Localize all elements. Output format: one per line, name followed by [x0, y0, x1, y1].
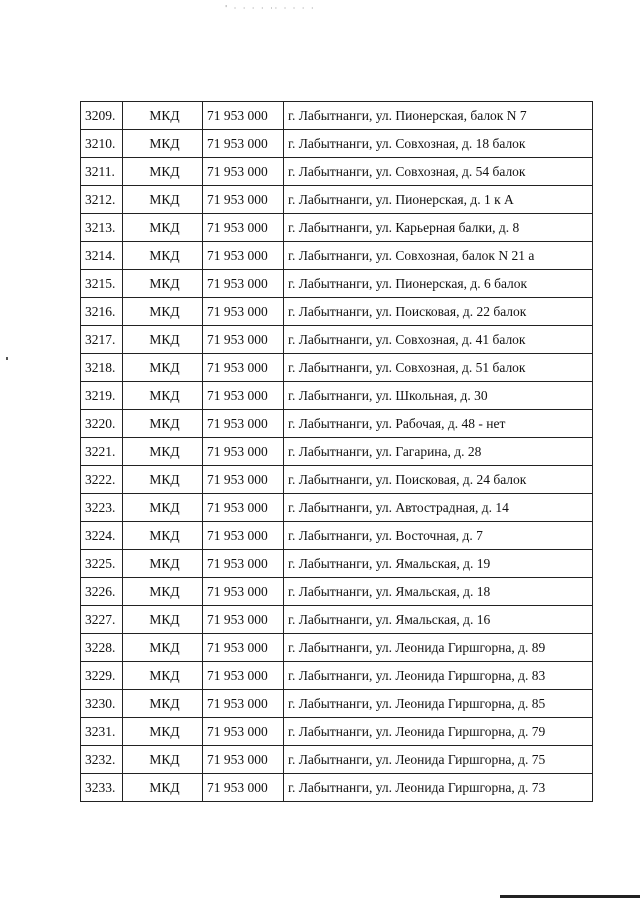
table-row [81, 522, 593, 550]
oktmo-code-cell: 71 953 000 [203, 438, 284, 466]
row-number-cell: 3215. [81, 270, 123, 298]
row-number-cell: 3217. [81, 326, 123, 354]
oktmo-code-cell: 71 953 000 [203, 494, 284, 522]
address-cell: г. Лабытнанги, ул. Ямальская, д. 16 [284, 606, 593, 634]
row-number-cell: 3224. [81, 522, 123, 550]
table-row [81, 242, 593, 270]
address-cell: г. Лабытнанги, ул. Леонида Гиршгорна, д. 89 [284, 634, 593, 662]
table-row [81, 718, 593, 746]
address-cell: г. Лабытнанги, ул. Школьная, д. 30 [284, 382, 593, 410]
object-type-cell: МКД [123, 494, 203, 522]
object-type-cell: МКД [123, 438, 203, 466]
row-number-cell: 3228. [81, 634, 123, 662]
address-cell: г. Лабытнанги, ул. Совхозная, балок N 21 а [284, 242, 593, 270]
object-type-cell: МКД [123, 690, 203, 718]
oktmo-code-cell: 71 953 000 [203, 326, 284, 354]
table-row [81, 326, 593, 354]
table-row [81, 354, 593, 382]
oktmo-code-cell: 71 953 000 [203, 662, 284, 690]
table-row [81, 634, 593, 662]
table-row [81, 130, 593, 158]
object-type-cell: МКД [123, 466, 203, 494]
row-number-cell: 3213. [81, 214, 123, 242]
table-row [81, 606, 593, 634]
address-cell: г. Лабытнанги, ул. Пионерская, балок N 7 [284, 102, 593, 130]
oktmo-code-cell: 71 953 000 [203, 634, 284, 662]
oktmo-code-cell: 71 953 000 [203, 466, 284, 494]
object-type-cell: МКД [123, 718, 203, 746]
registry-table-body [81, 102, 593, 802]
oktmo-code-cell: 71 953 000 [203, 270, 284, 298]
address-cell: г. Лабытнанги, ул. Автострадная, д. 14 [284, 494, 593, 522]
row-number-cell: 3223. [81, 494, 123, 522]
oktmo-code-cell: 71 953 000 [203, 354, 284, 382]
object-type-cell: МКД [123, 326, 203, 354]
oktmo-code-cell: 71 953 000 [203, 606, 284, 634]
table-row [81, 298, 593, 326]
oktmo-code-cell: 71 953 000 [203, 550, 284, 578]
object-type-cell: МКД [123, 606, 203, 634]
row-number-cell: 3225. [81, 550, 123, 578]
address-cell: г. Лабытнанги, ул. Поисковая, д. 22 балок [284, 298, 593, 326]
scan-footer-line [500, 895, 640, 898]
row-number-cell: 3209. [81, 102, 123, 130]
object-type-cell: МКД [123, 774, 203, 802]
object-type-cell: МКД [123, 522, 203, 550]
address-cell: г. Лабытнанги, ул. Совхозная, д. 18 балок [284, 130, 593, 158]
object-type-cell: МКД [123, 158, 203, 186]
oktmo-code-cell: 71 953 000 [203, 774, 284, 802]
address-cell: г. Лабытнанги, ул. Леонида Гиршгорна, д. 73 [284, 774, 593, 802]
object-type-cell: МКД [123, 382, 203, 410]
address-cell: г. Лабытнанги, ул. Восточная, д. 7 [284, 522, 593, 550]
address-cell: г. Лабытнанги, ул. Поисковая, д. 24 балок [284, 466, 593, 494]
object-type-cell: МКД [123, 298, 203, 326]
oktmo-code-cell: 71 953 000 [203, 214, 284, 242]
oktmo-code-cell: 71 953 000 [203, 410, 284, 438]
row-number-cell: 3232. [81, 746, 123, 774]
row-number-cell: 3216. [81, 298, 123, 326]
table-row [81, 214, 593, 242]
table-row [81, 494, 593, 522]
table-row [81, 102, 593, 130]
address-cell: г. Лабытнанги, ул. Рабочая, д. 48 - нет [284, 410, 593, 438]
object-type-cell: МКД [123, 578, 203, 606]
address-cell: г. Лабытнанги, ул. Леонида Гиршгорна, д. 83 [284, 662, 593, 690]
address-cell: г. Лабытнанги, ул. Ямальская, д. 18 [284, 578, 593, 606]
object-type-cell: МКД [123, 634, 203, 662]
table-row [81, 410, 593, 438]
address-cell: г. Лабытнанги, ул. Карьерная балки, д. 8 [284, 214, 593, 242]
row-number-cell: 3211. [81, 158, 123, 186]
object-type-cell: МКД [123, 410, 203, 438]
row-number-cell: 3226. [81, 578, 123, 606]
object-type-cell: МКД [123, 354, 203, 382]
table-row [81, 746, 593, 774]
oktmo-code-cell: 71 953 000 [203, 158, 284, 186]
address-cell: г. Лабытнанги, ул. Леонида Гиршгорна, д. 85 [284, 690, 593, 718]
row-number-cell: 3218. [81, 354, 123, 382]
oktmo-code-cell: 71 953 000 [203, 522, 284, 550]
scan-header-noise: ' · · · · ·· · · · · [225, 4, 316, 13]
object-type-cell: МКД [123, 550, 203, 578]
object-type-cell: МКД [123, 214, 203, 242]
row-number-cell: 3222. [81, 466, 123, 494]
table-row [81, 382, 593, 410]
row-number-cell: 3221. [81, 438, 123, 466]
row-number-cell: 3220. [81, 410, 123, 438]
table-row [81, 578, 593, 606]
address-cell: г. Лабытнанги, ул. Совхозная, д. 41 балок [284, 326, 593, 354]
row-number-cell: 3231. [81, 718, 123, 746]
oktmo-code-cell: 71 953 000 [203, 746, 284, 774]
table-row [81, 186, 593, 214]
address-cell: г. Лабытнанги, ул. Гагарина, д. 28 [284, 438, 593, 466]
table-row [81, 466, 593, 494]
row-number-cell: 3229. [81, 662, 123, 690]
object-type-cell: МКД [123, 746, 203, 774]
row-number-cell: 3214. [81, 242, 123, 270]
address-cell: г. Лабытнанги, ул. Пионерская, д. 1 к А [284, 186, 593, 214]
table-row [81, 662, 593, 690]
row-number-cell: 3212. [81, 186, 123, 214]
object-type-cell: МКД [123, 662, 203, 690]
address-cell: г. Лабытнанги, ул. Совхозная, д. 54 балок [284, 158, 593, 186]
oktmo-code-cell: 71 953 000 [203, 186, 284, 214]
row-number-cell: 3233. [81, 774, 123, 802]
object-type-cell: МКД [123, 270, 203, 298]
table-row [81, 774, 593, 802]
registry-table [80, 101, 593, 802]
oktmo-code-cell: 71 953 000 [203, 102, 284, 130]
row-number-cell: 3219. [81, 382, 123, 410]
scan-margin-mark [6, 357, 8, 360]
table-row [81, 690, 593, 718]
object-type-cell: МКД [123, 186, 203, 214]
table-row [81, 438, 593, 466]
oktmo-code-cell: 71 953 000 [203, 130, 284, 158]
address-cell: г. Лабытнанги, ул. Совхозная, д. 51 балок [284, 354, 593, 382]
row-number-cell: 3210. [81, 130, 123, 158]
table-row [81, 270, 593, 298]
object-type-cell: МКД [123, 102, 203, 130]
address-cell: г. Лабытнанги, ул. Пионерская, д. 6 балок [284, 270, 593, 298]
oktmo-code-cell: 71 953 000 [203, 718, 284, 746]
address-cell: г. Лабытнанги, ул. Ямальская, д. 19 [284, 550, 593, 578]
row-number-cell: 3227. [81, 606, 123, 634]
oktmo-code-cell: 71 953 000 [203, 690, 284, 718]
address-cell: г. Лабытнанги, ул. Леонида Гиршгорна, д. 79 [284, 718, 593, 746]
object-type-cell: МКД [123, 242, 203, 270]
row-number-cell: 3230. [81, 690, 123, 718]
oktmo-code-cell: 71 953 000 [203, 298, 284, 326]
address-cell: г. Лабытнанги, ул. Леонида Гиршгорна, д. 75 [284, 746, 593, 774]
oktmo-code-cell: 71 953 000 [203, 382, 284, 410]
object-type-cell: МКД [123, 130, 203, 158]
table-row [81, 158, 593, 186]
table-row [81, 550, 593, 578]
oktmo-code-cell: 71 953 000 [203, 578, 284, 606]
oktmo-code-cell: 71 953 000 [203, 242, 284, 270]
